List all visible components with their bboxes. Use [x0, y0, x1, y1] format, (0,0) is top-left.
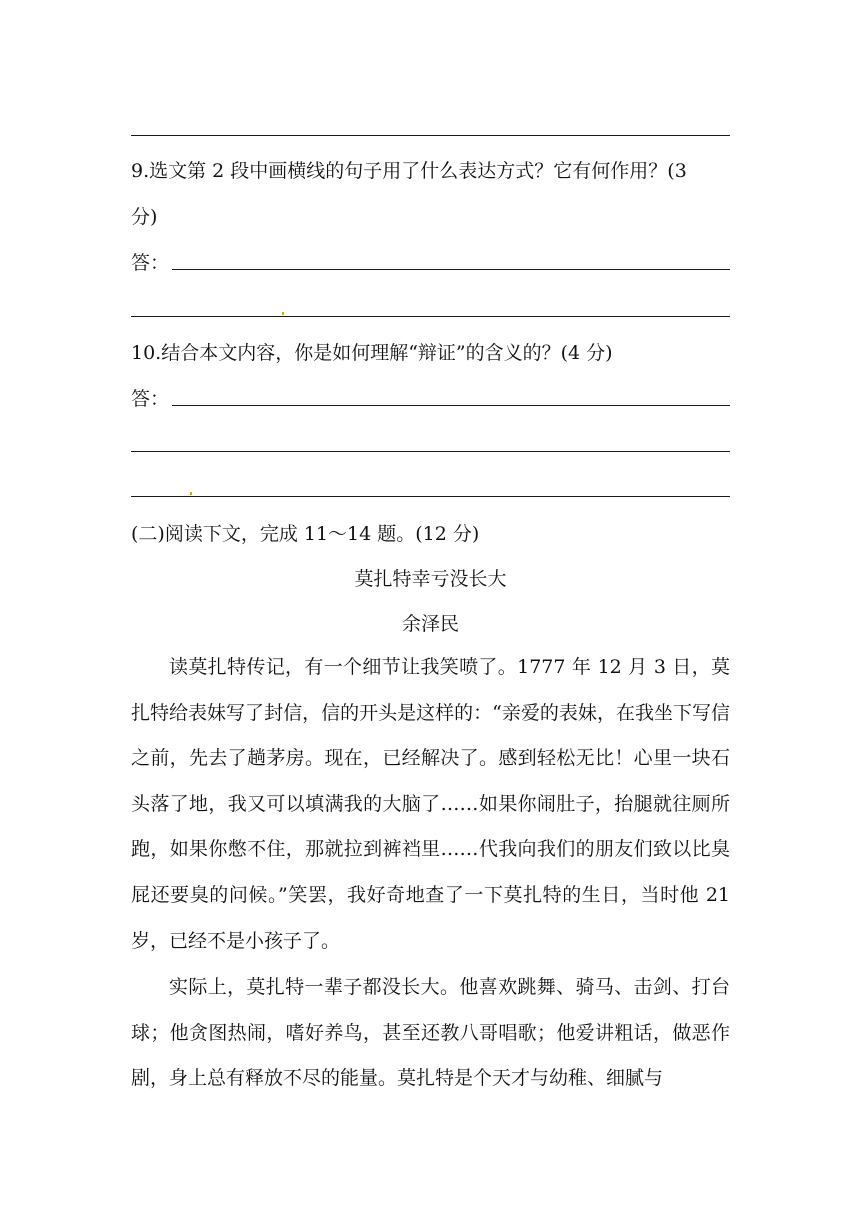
section-intro: (二)阅读下文，完成 11～14 题。(12 分): [131, 523, 480, 545]
answer-line: [131, 496, 730, 497]
answer-line: [172, 405, 730, 406]
article-paragraph-1: 读莫扎特传记，有一个细节让我笑喷了。1777 年 12 月 3 日，莫扎特给表妹写了封信，信的开头是这样的：“亲爱的表妹，在我坐下写信之前，先去了趟茅房。现在，已经解决了。感到轻松无比！心里一块石头落了地，我又可以填满我的大脑了……如果你闹肚子，抬腿就往厕所跑，如果你憋不住，那就拉到裤裆里……代我向我们的朋友们致以比臭屁还要臭的问候。”笑罢，我好奇地查了一下莫扎特的生日，当时他 21 岁，已经不是小孩子了。: [131, 656, 730, 952]
question-9-line-1: 9.选文第 2 段中画横线的句子用了什么表达方式？它有何作用？(3: [131, 160, 687, 182]
question-10: 10.结合本文内容，你是如何理解“辩证”的含义的？(4 分): [131, 342, 613, 364]
article-title: 莫扎特幸亏没长大: [354, 568, 507, 590]
answer-line: [131, 316, 730, 317]
answer-label: 答：: [131, 252, 170, 274]
question-9-line-2: 分): [131, 206, 158, 228]
article-paragraph-2: 实际上，莫扎特一辈子都没长大。他喜欢跳舞、骑马、击剑、打台球；他贪图热闹，嗜好养鸟，甚至还教八哥唱歌；他爱讲粗话，做恶作剧，身上总有释放不尽的能量。莫扎特是个天才与幼稚、细腻与: [131, 976, 730, 1090]
answer-line: [131, 451, 730, 452]
stray-mark: [190, 492, 192, 495]
answer-line: [131, 135, 730, 136]
answer-line: [172, 269, 730, 270]
answer-label: 答：: [131, 388, 170, 410]
article-author: 余泽民: [401, 613, 459, 635]
stray-mark: [282, 312, 284, 315]
